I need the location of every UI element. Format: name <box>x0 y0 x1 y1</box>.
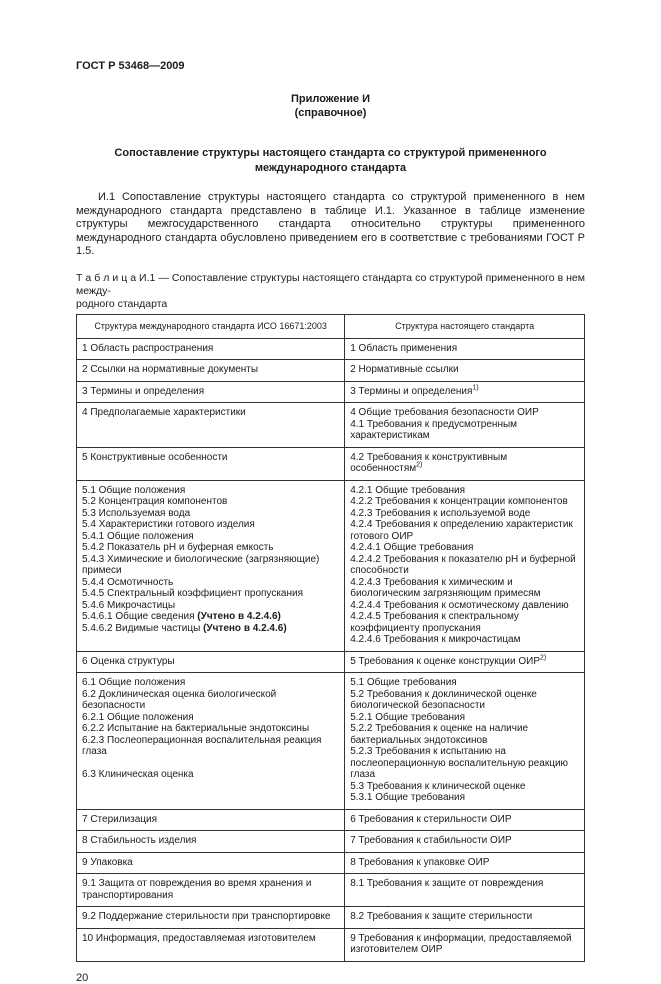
table-row <box>77 673 585 810</box>
table-cell-line: 5.4.1 Общие положения <box>82 530 194 542</box>
table-cell-left <box>77 338 345 360</box>
table-header-row <box>77 314 585 338</box>
table-cell-line: 10 Информация, предоставляемая изготовителем <box>82 932 316 944</box>
table-cell-line: 5.4.6.1 Общие сведения (Учтено в 4.2.4.6) <box>82 611 281 622</box>
table-cell-line: 5.4.3 Химические и биологические (загрязняющие) примеси <box>82 553 320 576</box>
table-cell-line: 1 Область применения <box>350 342 458 354</box>
table-cell-line: 6 Оценка структуры <box>82 655 175 667</box>
structure-comparison-table <box>76 314 585 962</box>
table-cell-line: 6.2.3 Послеоперационная воспалительная реакция глаза <box>82 734 322 757</box>
table-cell-right <box>345 447 585 480</box>
section-title <box>76 146 585 176</box>
section-title-line2: международного стандарта <box>254 162 407 174</box>
table-cell-line: 5.1 Общие положения <box>82 484 186 496</box>
table-cell-right <box>345 874 585 907</box>
table-cell-right <box>345 338 585 360</box>
table-cell-line: 7 Требования к стабильности ОИР <box>350 835 512 846</box>
table-cell-right <box>345 403 585 448</box>
table-caption-line2: родного стандарта <box>76 297 168 310</box>
table-cell-right <box>345 907 585 929</box>
table-cell-line: 6.2.2 Испытание на бактериальные эндотоксины <box>82 723 310 734</box>
table-cell-line: 4 Предполагаемые характеристики <box>82 407 246 418</box>
table-cell-line: 8 Требования к упаковке ОИР <box>350 856 490 868</box>
table-cell-left <box>77 447 345 480</box>
table-cell-line: 5.4 Характеристики готового изделия <box>82 519 255 530</box>
intro-paragraph: И.1 Сопоставление структуры настоящего стандарта со структурой примененного в нем международного стандарта представлено в таблице И.1. Указанное в таблице изменение структуры межгосударственного стандарта относительно структуры примененного международного стандарта обусловлено приведением его в соответствие с требованиями ГОСТ Р 1.5. <box>76 191 585 257</box>
table-cell-line: 1 Область распространения <box>82 342 214 354</box>
table-cell-line: 4.2.4 Требования к определению характеристик готового ОИР <box>350 519 573 542</box>
table-cell-left <box>77 381 345 403</box>
table-row <box>77 360 585 382</box>
table-cell-line: 2 Нормативные ссылки <box>350 364 459 375</box>
table-cell-line: 4.2.4.6 Требования к микрочастицам <box>350 634 521 645</box>
table-cell-line: 6.2.1 Общие положения <box>82 711 194 723</box>
table-cell-left <box>77 928 345 961</box>
table-cell-right <box>345 480 585 651</box>
table-cell-line: 9 Требования к информации, предоставляемой изготовителем ОИР <box>350 932 572 955</box>
table-cell-line: 5.3 Требования к клинической оценке <box>350 780 526 792</box>
table-cell-line: 5 Конструктивные особенности <box>82 451 228 463</box>
table-cell-line: 5.4.4 Осмотичность <box>82 576 174 588</box>
table-cell-left <box>77 403 345 448</box>
table-row <box>77 651 585 673</box>
table-row <box>77 907 585 929</box>
table-cell-left <box>77 673 345 810</box>
table-row <box>77 928 585 961</box>
table-cell-line: 5.1 Общие требования <box>350 677 457 688</box>
table-row <box>77 831 585 853</box>
annex-heading <box>76 92 585 120</box>
table-row <box>77 874 585 907</box>
table-cell-line: 5.2.3 Требования к испытанию на послеоперационную воспалительную реакцию глаза <box>350 746 569 780</box>
table-cell-right <box>345 651 585 673</box>
table-cell-line: 5.4.6.2 Видимые частицы (Учтено в 4.2.4.6) <box>82 622 287 634</box>
table-cell-left <box>77 852 345 874</box>
table-cell-right <box>345 381 585 403</box>
table-cell-line: 5.2.1 Общие требования <box>350 711 466 723</box>
table-cell-left <box>77 809 345 831</box>
annex-name: Приложение И <box>290 93 371 105</box>
table-cell-line: 4.2.3 Требования к используемой воде <box>350 507 531 519</box>
table-cell-line: 4.2.4.4 Требования к осмотическому давлению <box>350 599 569 611</box>
table-cell-right <box>345 831 585 853</box>
table-cell-left <box>77 651 345 673</box>
doc-number: ГОСТ Р 53468—2009 <box>76 60 185 72</box>
table-cell-line: 6.2 Доклиническая оценка биологической безопасности <box>82 688 277 711</box>
table-cell-line: 5.4.5 Спектральный коэффициент пропускания <box>82 588 303 599</box>
table-cell-line: 6.1 Общие положения <box>82 677 186 688</box>
table-cell-line: 4.2.4.5 Требования к спектральному коэффициенту пропускания <box>350 611 519 634</box>
table-row <box>77 381 585 403</box>
table-cell-line: 5.3 Используемая вода <box>82 507 191 519</box>
table-cell-right <box>345 360 585 382</box>
table-cell-left <box>77 480 345 651</box>
table-caption <box>76 272 585 311</box>
table-cell-line: 5.4.2 Показатель рН и буферная емкость <box>82 542 274 553</box>
table-cell-line: 4.2.4.2 Требования к показателю рН и буферной способности <box>350 553 576 576</box>
table-cell-line: 7 Стерилизация <box>82 813 158 825</box>
table-cell-left <box>77 831 345 853</box>
column-header-national: Структура настоящего стандарта <box>345 314 585 338</box>
table-cell-line: 9 Упаковка <box>82 856 133 868</box>
table-cell-left <box>77 360 345 382</box>
table-cell-line <box>82 758 339 770</box>
table-cell-line: 4.2.2 Требования к концентрации компонентов <box>350 496 568 507</box>
table-cell-line: 4.2.4.1 Общие требования <box>350 542 474 553</box>
table-cell-left <box>77 907 345 929</box>
table-row <box>77 852 585 874</box>
column-header-international: Структура международного стандарта ИСО 16671:2003 <box>77 314 345 338</box>
table-cell-right <box>345 673 585 810</box>
table-row <box>77 809 585 831</box>
table-cell-right <box>345 852 585 874</box>
table-row <box>77 338 585 360</box>
table-cell-line: 4.1 Требования к предусмотренным характеристикам <box>350 418 518 441</box>
table-cell-line: 4.2.4.3 Требования к химическим и биологическим загрязняющим примесям <box>350 576 541 599</box>
table-cell-line: 8.2 Требования к защите стерильности <box>350 911 533 922</box>
table-cell-line: 8.1 Требования к защите от повреждения <box>350 878 544 889</box>
table-cell-line: 5.3.1 Общие требования <box>350 792 466 803</box>
table-cell-line: 6.3 Клиническая оценка <box>82 769 194 780</box>
table-cell-line: 9.1 Защита от повреждения во время хранения и транспортирования <box>82 878 312 901</box>
annex-type: (справочное) <box>294 107 367 119</box>
page-number: 20 <box>76 971 89 984</box>
table-cell-line: 4.2 Требования к конструктивным особенностям$^{2)}$ <box>350 451 508 474</box>
table-cell-line: 3 Термины и определения$^{1)}$ <box>350 384 479 397</box>
section-title-line1: Сопоставление структуры настоящего стандарта со структурой примененного <box>114 147 547 159</box>
table-cell-line: 4 Общие требования безопасности ОИР <box>350 407 539 418</box>
table-cell-line: 2 Ссылки на нормативные документы <box>82 364 259 375</box>
table-row <box>77 480 585 651</box>
table-row <box>77 447 585 480</box>
table-cell-line: 5.2 Требования к доклинической оценке биологической безопасности <box>350 688 537 711</box>
table-cell-line: 8 Стабильность изделия <box>82 835 197 846</box>
table-cell-line: 5.2 Концентрация компонентов <box>82 496 228 507</box>
table-caption-line1: Т а б л и ц а И.1 — Сопоставление структуры настоящего стандарта со структурой примененного в нем между- <box>76 271 585 297</box>
table-cell-line: 4.2.1 Общие требования <box>350 484 466 496</box>
table-cell-line: 5.4.6 Микрочастицы <box>82 599 176 611</box>
table-cell-right <box>345 809 585 831</box>
table-cell-line: 5.2.2 Требования к оценке на наличие бактериальных эндотоксинов <box>350 723 529 746</box>
table-cell-left <box>77 874 345 907</box>
table-row <box>77 403 585 448</box>
table-cell-right <box>345 928 585 961</box>
table-cell-line: 3 Термины и определения <box>82 385 205 397</box>
table-cell-line: 6 Требования к стерильности ОИР <box>350 813 512 825</box>
table-cell-line: 5 Требования к оценке конструкции ОИР$^{2)}$ <box>350 654 547 667</box>
table-cell-line: 9.2 Поддержание стерильности при транспортировке <box>82 911 331 922</box>
